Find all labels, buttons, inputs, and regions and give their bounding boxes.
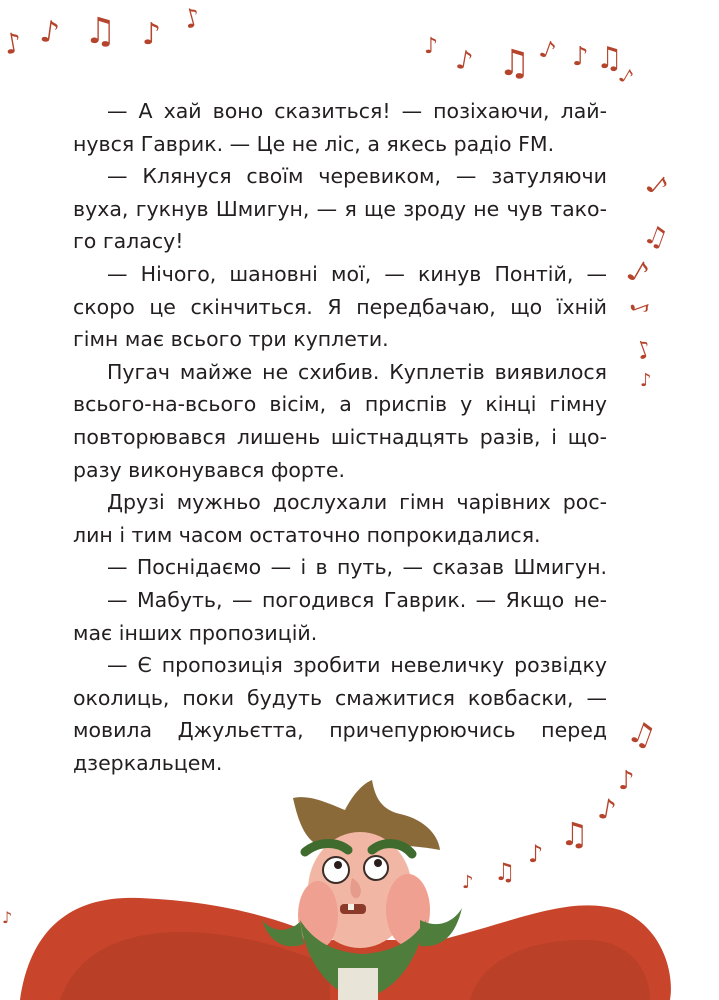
music-note-icon: ♫ [560, 815, 589, 853]
music-note-icon: ♪ [639, 167, 675, 205]
text-line: дзеркальцем. [73, 750, 223, 775]
text-line: всього-на-всього вісім, а приспів у кінці гімну [73, 392, 607, 417]
music-note-icon: ♪ [614, 62, 638, 90]
left-eye [323, 857, 349, 883]
music-note-icon: ♪ [595, 791, 619, 828]
music-note-icon: ♪ [631, 334, 656, 366]
music-note-icon: ♪ [535, 34, 560, 66]
shirt [338, 968, 378, 1000]
story-text [73, 95, 607, 779]
music-note-icon: ♪ [620, 252, 655, 293]
text-line: скоро це скінчиться. Я передбачаю, що їхній [73, 294, 607, 319]
text-line: мовила Джульєтта, причепурюючись перед [73, 718, 607, 743]
text-line: лин і тим часом остаточно попрокидалися. [73, 522, 541, 547]
music-note-icon: ♪ [2, 908, 13, 927]
music-note-icon: ♪ [462, 872, 474, 893]
text-line: — Поснідаємо — і в путь, — сказав Шмигун. [107, 555, 607, 580]
text-line: — Мабуть, — погодився Гаврик. — Якщо не- [107, 587, 607, 612]
music-note-icon: ♪ [453, 44, 476, 78]
music-note-icon: ♪ [623, 296, 656, 320]
music-note-icon: ♪ [618, 766, 635, 796]
text-line: — Клянуся своїм черевиком, — затуляючи [107, 164, 607, 189]
text-line: вуха, гукнув Шмигун, — я ще зроду не чув тако- [73, 196, 607, 221]
text-line: — Є пропозиція зробити невеличку розвідку [107, 653, 607, 678]
music-note-icon: ♪ [180, 2, 205, 36]
music-note-icon: ♪ [640, 370, 652, 391]
text-line: околиць, поки будуть смажитися ковбаски, — [73, 685, 607, 710]
text-line: нувся Гаврик. — Це не ліс, а якесь радіо FM. [73, 131, 555, 156]
text-line: разу виконувався форте. [73, 457, 345, 482]
music-note-icon: ♫ [494, 858, 516, 886]
tooth [348, 904, 354, 910]
music-note-icon: ♪ [1, 25, 25, 62]
text-line: — А хай воно сказиться! — позіхаючи, лай- [107, 99, 607, 123]
music-note-icon: ♫ [596, 41, 623, 76]
music-note-icon: ♪ [424, 34, 439, 59]
music-note-icon: ♪ [37, 13, 62, 52]
music-note-icon: ♪ [572, 42, 589, 72]
music-note-icon: ♫ [622, 713, 661, 756]
music-note-icon: ♪ [528, 840, 544, 868]
text-line: Друзі мужньо дослухали гімн чарівних рос- [107, 490, 607, 515]
text-line: Пугач майже не схибив. Куплетів виявилося [107, 359, 607, 384]
music-note-icon: ♫ [498, 43, 531, 84]
right-pupil [374, 859, 382, 867]
music-note-icon: ♫ [84, 11, 117, 52]
text-line: го галасу! [73, 229, 184, 254]
owl-character-illustration [0, 766, 719, 1000]
left-pupil [334, 861, 342, 869]
music-note-icon: ♪ [142, 17, 162, 52]
text-line: гімн має всього три куплети. [73, 327, 389, 352]
text-line: повторювався лишень шістнадцять разів, і що- [73, 424, 607, 449]
text-line: має інших пропозицій. [73, 620, 318, 645]
music-note-icon: ♫ [639, 218, 672, 256]
text-line: — Нічого, шановні мої, — кинув Понтій, — [107, 261, 607, 286]
